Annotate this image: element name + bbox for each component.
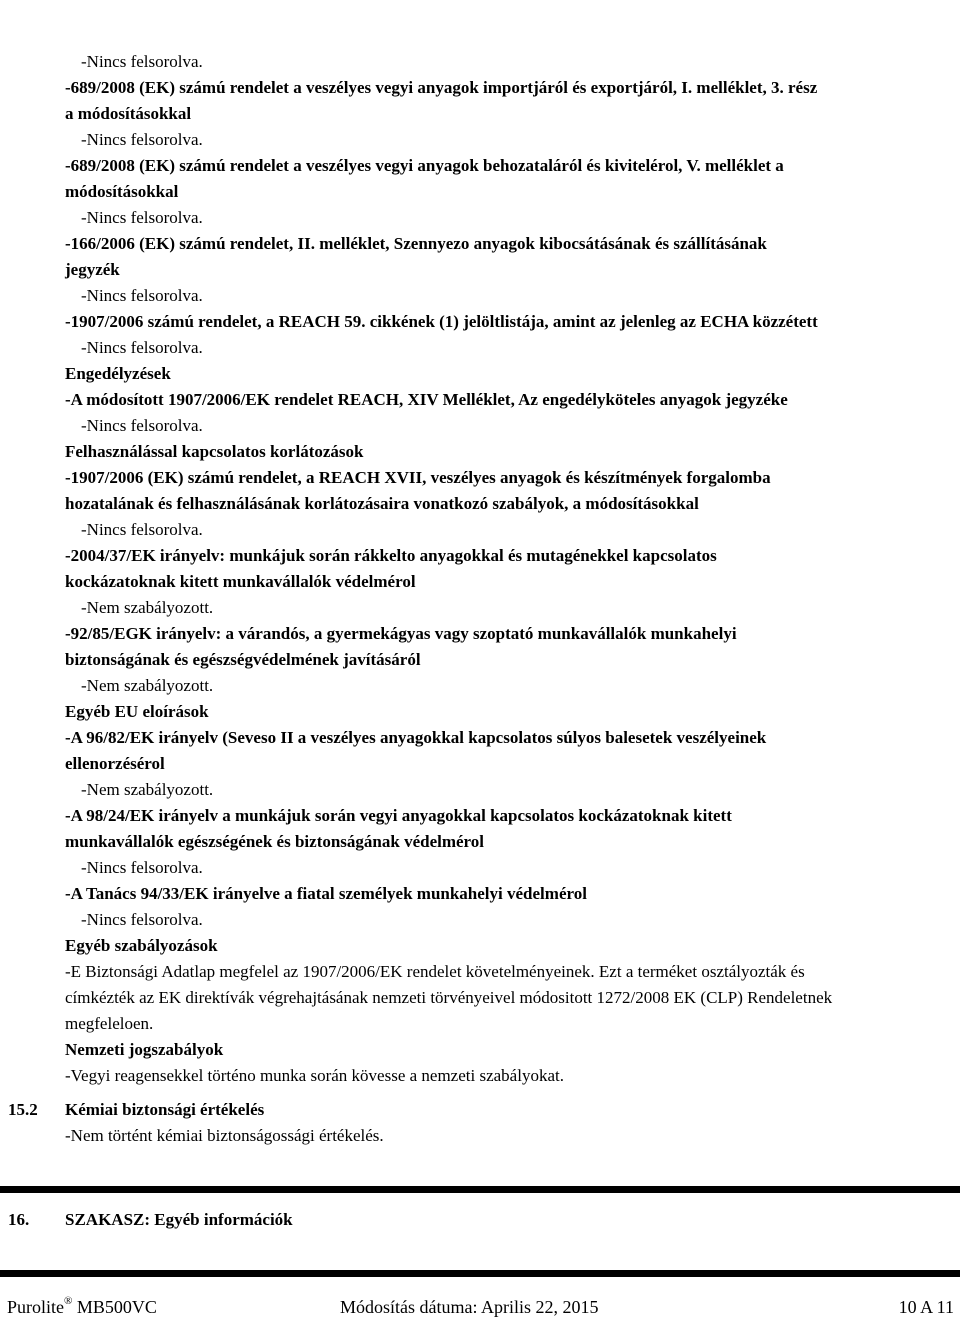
revision-date: Módosítás dátuma: Aprilis 22, 2015 [340, 1297, 599, 1317]
product-name: MB500VC [76, 1297, 157, 1317]
text-line: megfeleloen. [65, 1014, 154, 1033]
text-line: biztonságának és egészségvédelmének javításáról [65, 650, 421, 669]
text-line: módosításokkal [65, 182, 179, 201]
text-line: -689/2008 (EK) számú rendelet a veszélyes vegyi anyagok importjáról és exportjáról, I. melléklet, 3. rész [65, 78, 818, 97]
status-line: -Nincs felsorolva. [81, 338, 203, 357]
text-line: -689/2008 (EK) számú rendelet a veszélyes vegyi anyagok behozataláról és kivitelérol, V. melléklet a [65, 156, 784, 175]
text-line: -E Biztonsági Adatlap megfelel az 1907/2006/EK rendelet követelményeinek. Ezt a terméket osztályozták és [65, 962, 805, 981]
status-line: -Nincs felsorolva. [81, 130, 203, 149]
footer-product [7, 1297, 157, 1318]
text-line: -2004/37/EK irányelv: munkájuk során rákkelto anyagokkal és mutagénekkel kapcsolatos [65, 546, 717, 565]
text-line: címkézték az EK direktívák végrehajtásának nemzeti törvényeivel módositott 1272/2008 EK (CLP) Rendeletnek [65, 988, 833, 1007]
section-title: SZAKASZ: Egyéb információk [65, 1210, 293, 1229]
text-line: -Vegyi reagensekkel történo munka során kövesse a nemzeti szabályokat. [65, 1066, 564, 1085]
text-line: -A módosított 1907/2006/EK rendelet REACH, XIV Melléklet, Az engedélyköteles anyagok jegyzéke [65, 390, 788, 409]
text-line: -92/85/EGK irányelv: a várandós, a gyermekágyas vagy szoptató munkavállalók munkahelyi [65, 624, 737, 643]
text-line: Engedélyzések [65, 364, 171, 383]
status-line: -Nincs felsorolva. [81, 416, 203, 435]
text-line: -A 98/24/EK irányelv a munkájuk során vegyi anyagokkal kapcsolatos kockázatoknak kitett [65, 806, 732, 825]
subsection-number: 15.2 [8, 1100, 38, 1119]
registered-mark: ® [64, 1295, 73, 1307]
text-line: Egyéb szabályozások [65, 936, 218, 955]
status-line: -Nem szabályozott. [81, 780, 214, 799]
text-line: -A Tanács 94/33/EK irányelve a fiatal személyek munkahelyi védelmérol [65, 884, 587, 903]
status-line: -Nincs felsorolva. [81, 910, 203, 929]
subsection-text: -Nem történt kémiai biztonságossági értékelés. [65, 1126, 384, 1145]
status-line: -Nincs felsorolva. [81, 52, 203, 71]
text-line: -166/2006 (EK) számú rendelet, II. melléklet, Szennyezo anyagok kibocsátásának és szállításának [65, 234, 767, 253]
status-line: -Nincs felsorolva. [81, 286, 203, 305]
text-line: munkavállalók egészségének és biztonságának védelmérol [65, 832, 485, 851]
text-line: jegyzék [65, 260, 120, 279]
text-line: Nemzeti jogszabályok [65, 1040, 224, 1059]
text-line: hozatalának és felhasználásának korlátozásaira vonatkozó szabályok, a módosításokkal [65, 494, 699, 513]
section-divider-top [0, 1186, 960, 1193]
text-line: Felhasználással kapcsolatos korlátozások [65, 442, 364, 461]
text-line: -1907/2006 számú rendelet, a REACH 59. cikkének (1) jelöltlistája, amint az jelenleg az ECHA közzétett [65, 312, 818, 331]
text-line: ellenorzésérol [65, 754, 165, 773]
regulations-content [65, 49, 953, 1089]
text-line: Egyéb EU eloírások [65, 702, 209, 721]
page-footer [0, 1297, 960, 1321]
text-line: -1907/2006 (EK) számú rendelet, a REACH XVII, veszélyes anyagok és készítmények forgalomba [65, 468, 771, 487]
status-line: -Nem szabályozott. [81, 598, 214, 617]
status-line: -Nincs felsorolva. [81, 858, 203, 877]
section-number: 16. [8, 1210, 30, 1229]
page-number: 10 A 11 [898, 1297, 954, 1317]
status-line: -Nincs felsorolva. [81, 520, 203, 539]
status-line: -Nem szabályozott. [81, 676, 214, 695]
section-divider-bottom [0, 1270, 960, 1277]
text-line: a módosításokkal [65, 104, 192, 123]
brand-name: Purolite [7, 1297, 64, 1317]
text-line: kockázatoknak kitett munkavállalók védelmérol [65, 572, 416, 591]
status-line: -Nincs felsorolva. [81, 208, 203, 227]
subsection-title: Kémiai biztonsági értékelés [65, 1100, 265, 1119]
text-line: -A 96/82/EK irányelv (Seveso II a veszélyes anyagokkal kapcsolatos súlyos balesetek veszélyeinek [65, 728, 767, 747]
